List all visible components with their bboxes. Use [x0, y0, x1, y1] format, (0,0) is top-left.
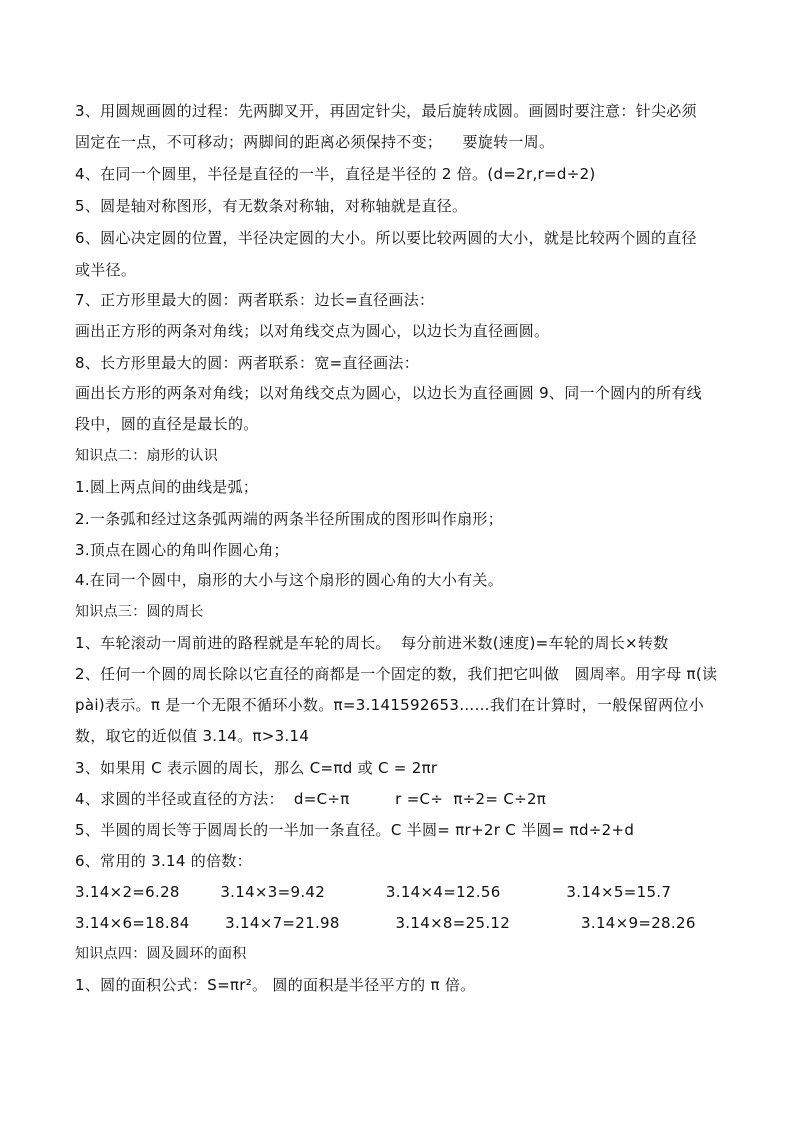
text-line: 固定在一点，不可移动；两脚间的距离必须保持不变； 要旋转一周。: [75, 133, 555, 151]
text-line: 2、任何一个圆的周长除以它直径的商都是一个固定的数，我们把它叫做 圆周率。用字母 π(读: [75, 665, 718, 683]
section-heading: 知识点二：扇形的认识: [75, 448, 218, 464]
text-line: 3、如果用 C 表示圆的周长，那么 C=πd 或 C = 2πr: [75, 759, 438, 777]
text-line: 2.一条弧和经过这条弧两端的两条半径所围成的图形叫作扇形；: [75, 510, 504, 528]
text-line: 5、半圆的周长等于圆周长的一半加一条直径。C 半圆= πr+2r C 半圆= πd÷2+d: [75, 821, 635, 839]
text-line: 3.顶点在圆心的角叫作圆心角；: [75, 541, 289, 559]
text-line: 3.14×2=6.28 3.14×3=9.42 3.14×4=12.56 3.14×5=15.7: [75, 883, 672, 901]
text-line: 8、长方形里最大的圆：两者联系：宽=直径画法：: [75, 354, 420, 372]
text-line: 1.圆上两点间的曲线是弧；: [75, 478, 259, 496]
text-line: 4、在同一个圆里，半径是直径的一半，直径是半径的 2 倍。(d=2r,r=d÷2): [75, 165, 596, 183]
text-line: pài)表示。π 是一个无限不循环小数。π=3.141592653……我们在计算时，一般保留两位小: [75, 696, 705, 714]
text-line: 数，取它的近似值 3.14。π>3.14: [75, 727, 310, 745]
text-line: 4.在同一个圆中，扇形的大小与这个扇形的圆心角的大小有关。: [75, 571, 504, 589]
text-line: 6、常用的 3.14 的倍数：: [75, 852, 252, 870]
text-line: 段中，圆的直径是最长的。: [75, 415, 259, 433]
text-line: 6、圆心决定圆的位置，半径决定圆的大小。所以要比较两圆的大小，就是比较两个圆的直径: [75, 229, 697, 247]
section-heading: 知识点四：圆及圆环的面积: [75, 946, 247, 962]
text-line: 1、圆的面积公式：S=πr²。 圆的面积是半径平方的 π 倍。: [75, 976, 476, 994]
text-line: 4、求圆的半径或直径的方法： d=C÷π r =C÷ π÷2= C÷2π: [75, 790, 547, 808]
section-heading: 知识点三：圆的周长: [75, 604, 204, 620]
text-line: 3.14×6=18.84 3.14×7=21.98 3.14×8=25.12 3.14×9=28.26: [75, 914, 696, 932]
text-line: 1、车轮滚动一周前进的路程就是车轮的周长。 每分前进米数(速度)=车轮的周长×转数: [75, 634, 669, 652]
text-line: 或半径。: [75, 261, 137, 279]
text-line: 画出正方形的两条对角线；以对角线交点为圆心，以边长为直径画圆。: [75, 322, 550, 340]
text-line: 画出长方形的两条对角线；以对角线交点为圆心，以边长为直径画圆 9、同一个圆内的所有线: [75, 384, 702, 402]
text-line: 3、用圆规画圆的过程：先两脚叉开，再固定针尖，最后旋转成圆。画圆时要注意：针尖必须: [75, 102, 697, 120]
text-line: 5、圆是轴对称图形，有无数条对称轴，对称轴就是直径。: [75, 197, 468, 215]
text-line: 7、正方形里最大的圆：两者联系：边长=直径画法：: [75, 291, 435, 309]
